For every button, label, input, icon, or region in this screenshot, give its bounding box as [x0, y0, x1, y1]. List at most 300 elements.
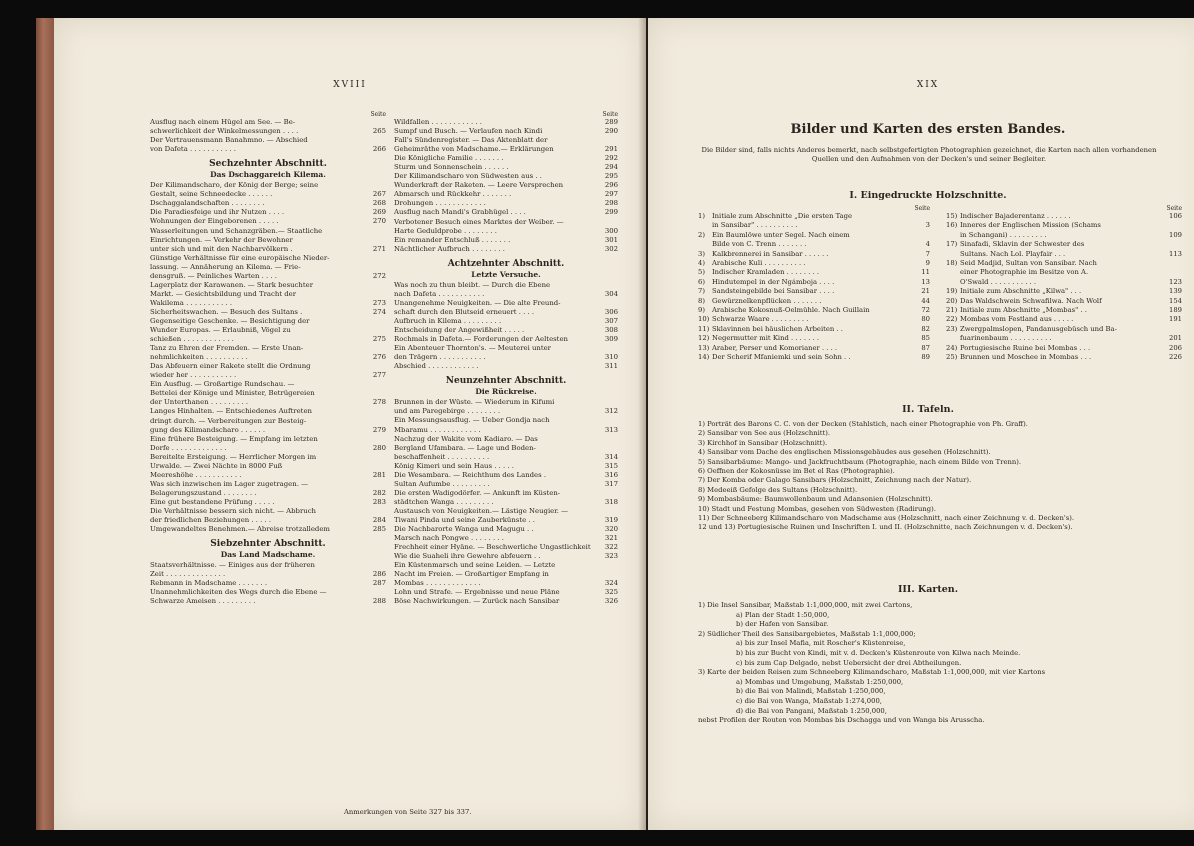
- toc-entry-text: Mbaramu . . . . . . . . . . . .: [394, 425, 481, 434]
- toc-entry-text: Wie die Suaheli ihre Gewehre abfeuern . .: [394, 552, 541, 561]
- toc-entry: [394, 208, 618, 217]
- figure-entry-page: 89: [921, 353, 930, 362]
- toc-entry-text: Einrichtungen. — Verkehr der Bewohner: [150, 235, 293, 244]
- figure-entry-page: 189: [1169, 306, 1182, 315]
- toc-entry-text: Urwalde. — Zwei Nächte in 8000 Fuß: [150, 461, 283, 470]
- toc-entry: [394, 362, 618, 371]
- toc-entry: [150, 145, 386, 154]
- toc-entry-page: 315: [604, 461, 618, 470]
- toc-entry-page: 274: [372, 307, 386, 316]
- toc-entry-text: Nachzug der Wakite vom Kadiaro. — Das: [394, 434, 538, 443]
- toc-entry: [150, 217, 386, 226]
- map-entry: b) die Bai von Malindi, Maßstab 1:250,000,: [736, 687, 886, 696]
- figure-entry-number: 19): [946, 287, 958, 296]
- toc-entry-text: beschaffenheit . . . . . . . . . .: [394, 452, 490, 461]
- toc-entry-text: Ein remander Entschluß . . . . . . .: [394, 235, 511, 244]
- figure-entry-number: 14): [698, 353, 710, 362]
- toc-group: [394, 398, 618, 606]
- toc-entry: [394, 543, 618, 552]
- toc-entry-page: 273: [372, 298, 386, 307]
- toc-group: [150, 561, 386, 606]
- toc-entry-page: 282: [372, 488, 386, 497]
- figure-entry: [946, 306, 1182, 315]
- toc-entry-text: Wunderkraft der Raketen. — Leere Versprechen: [394, 181, 564, 190]
- toc-entry: [394, 407, 618, 416]
- toc-entry: [150, 299, 386, 308]
- toc-entry-page: 310: [604, 353, 618, 362]
- toc-entry-page: 266: [372, 145, 386, 154]
- figure-entry-number: 13): [698, 343, 710, 352]
- toc-entry-text: schießen . . . . . . . . . . . .: [150, 335, 234, 344]
- toc-entry: [150, 181, 386, 190]
- toc-entry-text: Brunnen in der Wüste. — Wiederum in Kifumi: [394, 398, 555, 407]
- figure-entry-text: Portugiesische Ruine bei Mombas . . .: [960, 343, 1091, 352]
- plate-entry: 9) Mombasbäume: Baumwollenbaum und Adansonien (Holzschnitt).: [698, 495, 933, 504]
- figure-entry-text: Schwarze Waare . . . . . . . . .: [712, 315, 809, 324]
- footnote-line: Anmerkungen von Seite 327 bis 337.: [344, 808, 472, 816]
- toc-entry: [150, 335, 386, 344]
- toc-entry: [394, 462, 618, 471]
- figure-entry-page: 44: [921, 296, 930, 305]
- plate-entry: 8) Medeeiß Gefolge des Sultans (Holzschnitt).: [698, 485, 858, 494]
- figure-entry-page: 11: [921, 268, 930, 277]
- figure-entry: [698, 268, 930, 277]
- figure-entry: [946, 231, 1182, 240]
- map-entry: nebst Profilen der Routen von Mombas bis Dschagga und von Wanga bis Arusscha.: [698, 716, 985, 725]
- toc-group: [394, 118, 618, 254]
- toc-entry: [150, 561, 386, 570]
- figure-entry-number: [946, 278, 960, 287]
- toc-entry: [394, 299, 618, 308]
- figure-entry-number: 24): [946, 343, 958, 352]
- figure-entry-text: Sultans. Nach Lol. Playfair . . .: [960, 249, 1066, 258]
- toc-entry-text: Bereitelte Ersteigung. — Herrlicher Morgen im: [150, 452, 317, 461]
- toc-entry-page: 284: [372, 516, 386, 525]
- figure-entry-number: 3): [698, 249, 705, 258]
- seite-label: Seite: [1166, 205, 1182, 212]
- toc-entry-text: Abmarsch und Rückkehr . . . . . . .: [394, 190, 512, 199]
- toc-entry-page: 291: [604, 145, 618, 154]
- toc-entry-text: den Trägern . . . . . . . . . . .: [394, 353, 486, 362]
- toc-entry: [150, 525, 386, 534]
- section-subheading: Das Dschaggareich Kilema.: [210, 170, 326, 180]
- figure-entry-page: [910, 231, 930, 240]
- figure-entry-number: 21): [946, 306, 958, 315]
- figure-entry-number: [946, 250, 960, 259]
- plate-entry: 7) Der Komba oder Galago Sansibars (Holzschnitt, Zeichnung nach der Natur).: [698, 476, 972, 485]
- figure-entry-number: 22): [946, 315, 958, 324]
- toc-entry-text: Fall's Sündenregister. — Das Aktenblatt der: [394, 136, 548, 145]
- left-column-1: [150, 110, 386, 606]
- toc-entry-page: 281: [372, 470, 386, 479]
- figure-entry: [946, 268, 1182, 277]
- toc-entry: [394, 579, 618, 588]
- toc-entry-text: Gestalt, seine Schneedecke . . . . . .: [150, 190, 273, 199]
- toc-entry: [394, 552, 618, 561]
- figure-entry: [698, 325, 930, 334]
- toc-entry-text: Lohn und Strafe. — Ergebnisse und neue Pläne: [394, 588, 560, 597]
- toc-entry-text: Ausflug nach einem Hügel am See. — Be-: [150, 118, 296, 126]
- plate-entry: 11) Der Schneeberg Kilimandscharo von Madschame aus (Holzschnitt, nach einer Zeichnung v. d. Decken's).: [698, 514, 1075, 523]
- toc-entry: [394, 534, 618, 543]
- toc-entry-text: Austausch von Neuigkeiten.— Lästige Neugier. —: [394, 506, 569, 515]
- figure-entry-page: 154: [1169, 296, 1182, 305]
- toc-entry-text: Nacht im Freien. — Großartiger Empfang in: [394, 570, 549, 579]
- toc-entry: [150, 362, 386, 371]
- figure-entry-text: einer Photographie im Besitze von A.: [960, 268, 1089, 277]
- toc-entry-page: 306: [604, 307, 618, 316]
- figure-entry-text: Kalkbrennerei in Sansibar . . . . . .: [712, 249, 829, 258]
- toc-entry-text: wieder her . . . . . . . . . . .: [150, 371, 237, 380]
- plate-entry: 10) Stadt und Festung Mombas, gesehen von Südwesten (Radirung).: [698, 504, 936, 513]
- toc-entry-text: Unangenehme Neuigkeiten. — Die alte Freund-: [394, 298, 561, 307]
- toc-entry: [150, 380, 386, 389]
- figure-entry-text: in Schangani) . . . . . . . . .: [960, 230, 1047, 239]
- toc-entry-text: Ein Ausflug. — Großartige Rundschau. —: [150, 380, 295, 389]
- figure-entry-number: 5): [698, 268, 705, 277]
- toc-entry-text: Der Kilimandscharo von Südwesten aus . .: [394, 172, 542, 181]
- figure-entry-number: 17): [946, 240, 958, 249]
- toc-group: [394, 281, 618, 371]
- figure-entry-number: 15): [946, 212, 958, 220]
- toc-entry-text: Der Vertrauensmann Banahmno. — Abschied: [150, 136, 308, 145]
- toc-entry: [394, 154, 618, 163]
- toc-entry-page: 275: [372, 335, 386, 344]
- toc-entry-text: der friedlichen Beziehungen . . . . .: [150, 516, 272, 525]
- left-column-2: [394, 110, 618, 606]
- figure-entry: [946, 221, 1182, 230]
- figure-entry-number: [698, 221, 712, 230]
- figure-entry: [946, 325, 1182, 334]
- left-page-number: XVIII: [333, 80, 367, 90]
- toc-entry-text: Rebmann in Madschame . . . . . . .: [150, 579, 268, 588]
- figure-entry: [946, 278, 1182, 287]
- figure-entry-number: 1): [698, 212, 705, 220]
- figure-entry-number: 11): [698, 324, 710, 333]
- maps-list: [698, 601, 1168, 726]
- toc-entry: [150, 389, 386, 398]
- figure-entry-number: 20): [946, 296, 958, 305]
- map-entry: 2) Südlicher Theil des Sansibargebietes, Maßstab 1:1,000,000;: [698, 629, 916, 638]
- map-entry: c) bis zum Cap Delgado, nebst Uebersicht der drei Abtheilungen.: [736, 658, 962, 667]
- right-page-number: XIX: [916, 80, 940, 90]
- figure-entry-number: 23): [946, 324, 958, 333]
- plates-list: [698, 420, 1168, 533]
- toc-entry-text: Wakilema . . . . . . . . . . .: [150, 298, 233, 307]
- figure-entry: [698, 353, 930, 362]
- toc-entry: [394, 335, 618, 344]
- toc-entry-text: und am Paregebirge . . . . . . . .: [394, 407, 501, 416]
- toc-entry-text: Zeit . . . . . . . . . . . . . .: [150, 570, 226, 579]
- figure-entry: [946, 315, 1182, 324]
- toc-entry: [150, 281, 386, 290]
- toc-entry-page: 278: [372, 398, 386, 407]
- plate-entry: 3) Kirchhof in Sansibar (Holzschnitt).: [698, 438, 828, 447]
- figure-entry-number: [946, 268, 960, 277]
- toc-entry: [394, 227, 618, 236]
- toc-entry-page: 272: [372, 271, 386, 280]
- plate-entry: 6) Oeffnen der Kokosnüsse im Bet el Ras (Photographie).: [698, 467, 895, 476]
- toc-entry: [150, 398, 386, 407]
- toc-entry-page: 292: [604, 154, 618, 163]
- figure-entry: [698, 250, 930, 259]
- toc-entry-page: 309: [604, 335, 618, 344]
- open-book: [36, 18, 1186, 830]
- toc-entry-page: 301: [604, 235, 618, 244]
- toc-entry: [150, 507, 386, 516]
- toc-entry-text: Günstige Verhältnisse für eine europäische Nieder-: [150, 253, 330, 262]
- figure-entry-text: Hindutempel in der Ngámboja . . . .: [712, 277, 835, 286]
- toc-entry-text: Verbotener Besuch eines Marktes der Weiber. —: [394, 217, 564, 226]
- toc-entry-text: Schwarze Ameisen . . . . . . . . .: [150, 597, 256, 606]
- toc-entry: [150, 227, 386, 236]
- toc-entry-text: Was noch zu thun bleibt. — Durch die Ebene: [394, 280, 551, 289]
- figure-entry-page: 85: [921, 334, 930, 343]
- toc-entry: [394, 498, 618, 507]
- toc-entry-page: 283: [372, 497, 386, 506]
- figure-entry-page: 206: [1169, 343, 1182, 352]
- toc-entry-page: 276: [372, 353, 386, 362]
- toc-entry-page: 265: [372, 127, 386, 136]
- figure-entry-page: 80: [921, 315, 930, 324]
- figure-entry-text: Das Waldschwein Schwafilwa. Nach Wolf: [960, 296, 1102, 305]
- figure-entry-text: Ein Baumlöwe unter Segel. Nach einem: [712, 230, 850, 239]
- plate-entry: 4) Sansibar vom Dache des englischen Missionsgebäudes aus gesehen (Holzschnitt).: [698, 448, 991, 457]
- toc-entry-page: 323: [604, 552, 618, 561]
- toc-entry-page: 286: [372, 570, 386, 579]
- toc-entry-text: Abschied . . . . . . . . . . . .: [394, 362, 479, 371]
- figure-entry: [946, 250, 1182, 259]
- toc-entry: [150, 426, 386, 435]
- figure-entry-number: 18): [946, 259, 958, 268]
- toc-entry-page: 313: [604, 425, 618, 434]
- map-entry: d) die Bai von Pangani, Maßstab 1:250,000,: [736, 706, 887, 715]
- figure-entry: [698, 231, 930, 240]
- toc-entry: [150, 462, 386, 471]
- figure-entry-number: [698, 240, 712, 249]
- map-entry: a) Mombas und Umgebung, Maßstab 1:250,000,: [736, 677, 904, 686]
- toc-entry-text: Tanz zu Ehren der Fremden. — Erste Unan-: [150, 344, 304, 353]
- book-cover-edge: [36, 18, 54, 830]
- figure-entry-page: 109: [1169, 230, 1182, 239]
- map-entry: b) bis zur Bucht von Kindi, mit v. d. Decken's Küstenroute von Kilwa nach Meinde.: [736, 648, 1021, 657]
- figure-entry-text: Inneres der Englischen Mission (Schams: [960, 221, 1101, 230]
- toc-entry: [150, 208, 386, 217]
- figure-entry-number: 7): [698, 287, 705, 296]
- section-heading: Siebzehnter Abschnitt.: [210, 539, 326, 550]
- toc-entry-page: 307: [604, 316, 618, 325]
- toc-entry-text: Ein Messungsausflug. — Ueber Gondja nach: [394, 416, 550, 425]
- toc-entry: [394, 281, 618, 290]
- toc-entry-text: Sturm und Sonnenschein . . . . . .: [394, 163, 509, 172]
- toc-entry: [394, 127, 618, 136]
- toc-entry-text: Eine gut bestandene Prüfung . . . . .: [150, 497, 275, 506]
- figure-entry-text: fuarinenbaum . . . . . . . . . .: [960, 334, 1052, 343]
- toc-entry-text: Lagerplatz der Karawanen. — Stark besuchter: [150, 280, 313, 289]
- toc-entry: [394, 453, 618, 462]
- figure-entry-page: 3: [925, 221, 930, 230]
- figure-entry-text: Indischer Bajaderentanz . . . . . .: [960, 212, 1071, 220]
- toc-entry-page: 270: [372, 217, 386, 226]
- figure-entry: [698, 297, 930, 306]
- toc-entry: [394, 516, 618, 525]
- toc-entry-page: 325: [604, 588, 618, 597]
- figure-entry-text: Negermutter mit Kind . . . . . . .: [712, 334, 820, 343]
- figure-entry: [698, 344, 930, 353]
- toc-entry: [394, 326, 618, 335]
- figure-entry-page: 4: [925, 240, 930, 249]
- toc-entry-page: 271: [372, 244, 386, 253]
- toc-entry-page: 295: [604, 172, 618, 181]
- figure-entry: [698, 315, 930, 324]
- toc-entry-text: Sicherheitswachen. — Besuch des Sultans .: [150, 307, 303, 316]
- toc-entry-page: 287: [372, 579, 386, 588]
- figure-entry-text: Mombas vom Festland aus . . . . .: [960, 315, 1074, 324]
- toc-entry-page: 321: [604, 534, 618, 543]
- toc-entry-page: 317: [604, 479, 618, 488]
- toc-entry: [150, 489, 386, 498]
- figure-entry-text: O'Swald . . . . . . . . . . .: [960, 277, 1037, 286]
- figure-entry-page: 106: [1169, 212, 1182, 220]
- left-page: [54, 18, 646, 830]
- toc-entry-text: Die Verhältnisse bessern sich nicht. — Abbruch: [150, 506, 316, 515]
- section-heading-maps: III. Karten.: [897, 584, 958, 595]
- toc-entry: [150, 254, 386, 263]
- page-title: Bilder und Karten des ersten Bandes.: [790, 122, 1066, 137]
- toc-entry-text: Die Wesambara. — Reichthum des Landes .: [394, 470, 547, 479]
- map-entry: 1) Die Insel Sansibar, Maßstab 1:1,000,000, mit zwei Cartons,: [698, 601, 913, 609]
- toc-entry-text: Was sich inzwischen im Lager zugetragen. —: [150, 479, 308, 488]
- toc-entry-page: 290: [604, 127, 618, 136]
- figure-entry-text: in Sansibar" . . . . . . . . . .: [712, 221, 798, 230]
- toc-entry-text: Ein Abenteuer Thornton's. — Meuterei unter: [394, 344, 551, 353]
- seite-label: Seite: [602, 111, 618, 118]
- figure-entry-number: 4): [698, 259, 705, 268]
- toc-entry: [150, 417, 386, 426]
- toc-entry-page: 302: [604, 244, 618, 253]
- figure-entry-text: Initiale zum Abschnitte „Kilwa" . . .: [960, 287, 1082, 296]
- toc-entry: [150, 272, 386, 281]
- toc-entry-text: Markt. — Gesichtsbildung und Tracht der: [150, 289, 297, 298]
- toc-entry-text: Tiwani Pinda und seine Zauberkünste . .: [394, 515, 535, 524]
- toc-entry-page: 269: [372, 208, 386, 217]
- toc-entry: [150, 190, 386, 199]
- figure-entry-page: 72: [921, 306, 930, 315]
- toc-entry: [394, 444, 618, 453]
- toc-entry: [150, 344, 386, 353]
- toc-entry-text: Ausflug nach Mandi's Grabhügel . . . .: [394, 208, 526, 217]
- section-heading: Sechzehnter Abschnitt.: [209, 159, 327, 170]
- figure-entry-page: 9: [925, 259, 930, 268]
- toc-entry-page: 267: [372, 190, 386, 199]
- toc-entry: [394, 507, 618, 516]
- toc-entry-page: 289: [604, 118, 618, 126]
- toc-entry: [150, 453, 386, 462]
- toc-entry-text: Entscheidung der Angewißheit . . . . .: [394, 326, 525, 335]
- toc-entry-text: nehmlichkeiten . . . . . . . . . .: [150, 353, 248, 362]
- toc-entry-text: Der Kilimandscharo, der König der Berge; seine: [150, 181, 319, 190]
- toc-entry: [394, 353, 618, 362]
- toc-entry-page: 311: [604, 362, 618, 371]
- toc-entry-page: 299: [604, 208, 618, 217]
- figure-entry-text: Indischer Kramladen . . . . . . . .: [712, 268, 820, 277]
- intro-paragraph: Die Bilder sind, falls nichts Anderes bemerkt, nach selbstgefertigten Photographien gezeichnet, die Karten nach allen vorhandenen Quellen und den Aufnahmen von der Decken's und seiner Begleiter.: [701, 146, 1157, 163]
- seite-label: Seite: [370, 111, 386, 118]
- toc-entry-text: von Dafeta . . . . . . . . . . .: [150, 145, 236, 154]
- toc-entry-text: städtchen Wanga . . . . . . . . .: [394, 497, 494, 506]
- section-heading-woodcuts: I. Eingedruckte Holzschnitte.: [849, 190, 1007, 201]
- figure-entry-number: 12): [698, 334, 710, 343]
- toc-group: [150, 118, 386, 154]
- toc-entry-page: 324: [604, 579, 618, 588]
- figure-entry: [946, 334, 1182, 343]
- toc-entry-text: nach Dafeta . . . . . . . . . . .: [394, 289, 485, 298]
- section-subheading: Letzte Versuche.: [471, 269, 541, 279]
- toc-entry-page: 304: [604, 289, 618, 298]
- toc-entry-text: schwerlichkeit der Winkelmessungen . . . .: [150, 127, 299, 136]
- toc-entry-page: 285: [372, 525, 386, 534]
- toc-entry: [150, 326, 386, 335]
- toc-entry: [150, 136, 386, 145]
- toc-entry-text: dringt durch. — Verbereitungen zur Besteig-: [150, 416, 307, 425]
- toc-entry: [394, 570, 618, 579]
- figure-entry: [946, 344, 1182, 353]
- toc-entry-text: Böse Nachwirkungen. — Zurück nach Sansibar: [394, 597, 560, 606]
- toc-entry: [394, 471, 618, 480]
- toc-entry: [394, 561, 618, 570]
- figure-entry: [698, 259, 930, 268]
- toc-entry: [394, 480, 618, 489]
- figure-entry-number: 10): [698, 315, 710, 324]
- toc-entry-text: Bergland Ufambara. — Lage und Boden-: [394, 443, 536, 452]
- toc-entry-text: Wildfallen . . . . . . . . . . . .: [394, 118, 482, 126]
- figures-left-column: [698, 204, 930, 363]
- toc-entry: [394, 145, 618, 154]
- toc-entry: [150, 498, 386, 507]
- toc-entry-text: Drohungen . . . . . . . . . . . .: [394, 199, 486, 208]
- figure-entry: [946, 353, 1182, 362]
- toc-entry: [150, 579, 386, 588]
- toc-entry-text: Sultan Aufumbe . . . . . . . . .: [394, 479, 490, 488]
- toc-entry: [394, 525, 618, 534]
- toc-entry: [150, 127, 386, 136]
- figure-entry-text: Sandsteingebilde bei Sansibar . . . .: [712, 287, 835, 296]
- seite-label: Seite: [914, 205, 930, 212]
- figure-entry-text: Araber, Perser und Komorianer . . . .: [712, 343, 838, 352]
- toc-entry: [394, 163, 618, 172]
- toc-entry: [150, 516, 386, 525]
- figure-entry-text: Bilde von C. Trenn . . . . . . .: [712, 240, 807, 249]
- toc-entry-page: 312: [604, 407, 618, 416]
- toc-entry-page: 297: [604, 190, 618, 199]
- toc-entry: [150, 471, 386, 480]
- figure-entry-page: [1162, 221, 1182, 230]
- toc-entry-page: 268: [372, 199, 386, 208]
- toc-entry: [150, 199, 386, 208]
- toc-entry-text: Die Nachbarorte Wanga und Magugu . .: [394, 525, 534, 534]
- toc-entry-page: 314: [604, 452, 618, 461]
- figure-entry-page: 7: [925, 249, 930, 258]
- toc-entry-text: Die Paradiesfeige und ihr Nutzen . . . .: [150, 208, 285, 217]
- toc-entry-page: 319: [604, 515, 618, 524]
- toc-entry-text: Rochmals in Dafeta.— Forderungen der Aeltesten: [394, 335, 568, 344]
- toc-entry: [394, 344, 618, 353]
- plate-entry: 12 und 13) Portugiesische Ruinen und Inschriften I. und II. (Holzschnitte, nach Zeichnungen v. d. Decken's).: [698, 523, 1073, 532]
- toc-entry: [394, 435, 618, 444]
- figure-entry-number: 16): [946, 221, 958, 230]
- section-subheading: Die Rückreise.: [475, 387, 537, 397]
- toc-entry: [394, 597, 618, 606]
